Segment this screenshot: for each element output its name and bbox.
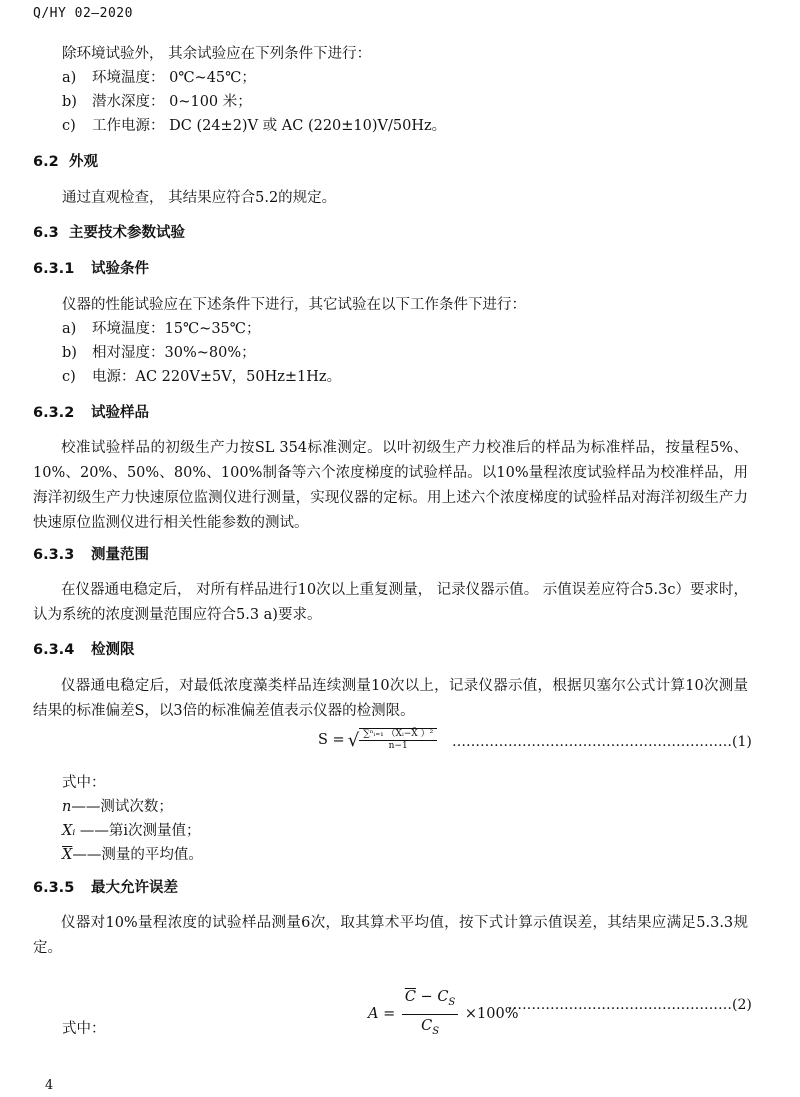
list-text: 相对湿度：30%~80%； xyxy=(92,345,256,361)
formula-denominator: n−1 xyxy=(388,741,408,751)
section-number: 6.3.3 xyxy=(33,547,75,563)
formula-2 xyxy=(368,986,519,1043)
formula-2-tail: ×100% xyxy=(464,1006,519,1023)
c-bar: $\overline{C}$ xyxy=(404,989,416,1005)
list-text: 潜水深度： 0~100 米； xyxy=(92,94,252,110)
section-6-3-1-intro: 仪器的性能试验应在下述条件下进行，其它试验在以下工作条件下进行： xyxy=(62,297,526,313)
section-number: 6.3.2 xyxy=(33,405,75,421)
cond-item-b xyxy=(62,343,256,363)
section-title: 检测限 xyxy=(91,642,135,658)
section-6-2-body: 通过直观检查， 其结果应符合5.2的规定。 xyxy=(62,190,337,206)
where-label-2: 式中： xyxy=(62,1021,106,1037)
denominator-c: C xyxy=(421,1017,433,1034)
env-intro: 除环境试验外， 其余试验应在下列条件下进行： xyxy=(62,46,372,62)
where-label: 式中： xyxy=(62,775,106,791)
formula-lhs: S = xyxy=(318,732,345,748)
def-symbol: n xyxy=(62,799,72,815)
formula-2-numerator xyxy=(402,986,458,1015)
def-xbar xyxy=(62,845,203,865)
formula-2-lhs: A = xyxy=(368,1006,396,1023)
list-label: a) xyxy=(62,321,77,337)
doc-header: Q/HY 02—2020 xyxy=(33,6,133,21)
formula-2-fraction xyxy=(402,986,458,1043)
list-label: c) xyxy=(62,369,76,385)
def-xi xyxy=(62,821,201,841)
section-6-3-4-heading xyxy=(33,640,135,660)
def-symbol: Xᵢ xyxy=(62,823,76,839)
section-title: 外观 xyxy=(69,154,98,170)
list-label: a) xyxy=(62,70,77,86)
section-title: 主要技术参数试验 xyxy=(69,225,185,241)
page-number: 4 xyxy=(45,1078,54,1093)
section-6-3-5-heading xyxy=(33,878,178,898)
formula-1-leader: ……………………………………………………(1) xyxy=(452,734,752,750)
list-text: 工作电源： DC (24±2)V 或 AC (220±10)V/50Hz。 xyxy=(92,118,447,134)
section-6-2-heading xyxy=(33,152,98,172)
list-text: 电源：AC 220V±5V，50Hz±1Hz。 xyxy=(92,369,342,385)
def-symbol: $\overline{X}$ xyxy=(62,847,73,863)
formula-fraction xyxy=(359,728,437,752)
section-6-3-heading xyxy=(33,223,185,243)
cond-item-c xyxy=(62,367,341,387)
list-text: 环境温度：15℃~35℃； xyxy=(92,321,261,337)
subscript: S xyxy=(432,1025,440,1037)
formula-2-leader: …………………………………………(2) xyxy=(508,997,752,1013)
def-n xyxy=(62,797,173,817)
section-number: 6.3.4 xyxy=(33,642,75,658)
section-6-3-1-heading xyxy=(33,259,149,279)
cond-item-a xyxy=(62,319,261,339)
def-text: ——测量的平均值。 xyxy=(72,847,203,863)
section-title: 最大允许误差 xyxy=(91,880,178,896)
def-text: ——测试次数； xyxy=(71,799,173,815)
list-label: c) xyxy=(62,118,76,134)
section-number: 6.3.1 xyxy=(33,261,75,277)
formula-numerator: ∑ⁿᵢ₌₁ （Xᵢ−X̄ ）² xyxy=(359,729,437,741)
section-6-3-2-heading xyxy=(33,403,149,423)
section-title: 试验样品 xyxy=(91,405,149,421)
section-number: 6.3 xyxy=(33,225,59,241)
section-6-3-2-body: 校准试验样品的初级生产力按SL 354标准测定。以叶初级生产力校准后的样品为标准样品，按量程5%、10%、20%、50%、80%、100%制备等六个浓度梯度的试验样品。以10%量程浓度试验样品为校准样品，用海洋初级生产力快速原位监测仪进行测量，实现仪器的定标。用上述六个浓度梯度的试验样品对海洋初级生产力快速原位监测仪进行相关性能参数的测试。 xyxy=(33,440,748,531)
minus-c: − C xyxy=(415,989,449,1005)
def-text: ——第i次测量值； xyxy=(75,823,201,839)
list-text: 环境温度： 0℃~45℃； xyxy=(92,70,256,86)
formula-1 xyxy=(318,728,437,752)
list-label: b) xyxy=(62,94,77,110)
section-6-3-3-body: 在仪器通电稳定后， 对所有样品进行10次以上重复测量， 记录仪器示值。 示值误差应符合5.3c）要求时， 认为系统的浓度测量范围应符合5.3 a)要求。 xyxy=(33,582,748,623)
section-title: 测量范围 xyxy=(91,547,149,563)
formula-2-denominator xyxy=(402,1015,458,1043)
env-item-a xyxy=(62,68,256,88)
env-item-b xyxy=(62,92,252,112)
section-6-3-3-heading xyxy=(33,545,149,565)
subscript: S xyxy=(448,996,456,1008)
sqrt-icon: √ xyxy=(347,729,360,751)
env-item-c xyxy=(62,116,446,136)
section-6-3-4-body: 仪器通电稳定后，对最低浓度藻类样品连续测量10次以上，记录仪器示值，根据贝塞尔公式计算10次测量结果的标准偏差S，以3倍的标准偏差值表示仪器的检测限。 xyxy=(33,678,748,719)
section-title: 试验条件 xyxy=(91,261,149,277)
section-6-3-5-body: 仪器对10%量程浓度的试验样品测量6次，取其算术平均值，按下式计算示值误差，其结果应满足5.3.3规定。 xyxy=(33,915,748,956)
section-number: 6.3.5 xyxy=(33,880,75,896)
list-label: b) xyxy=(62,345,77,361)
section-number: 6.2 xyxy=(33,154,59,170)
